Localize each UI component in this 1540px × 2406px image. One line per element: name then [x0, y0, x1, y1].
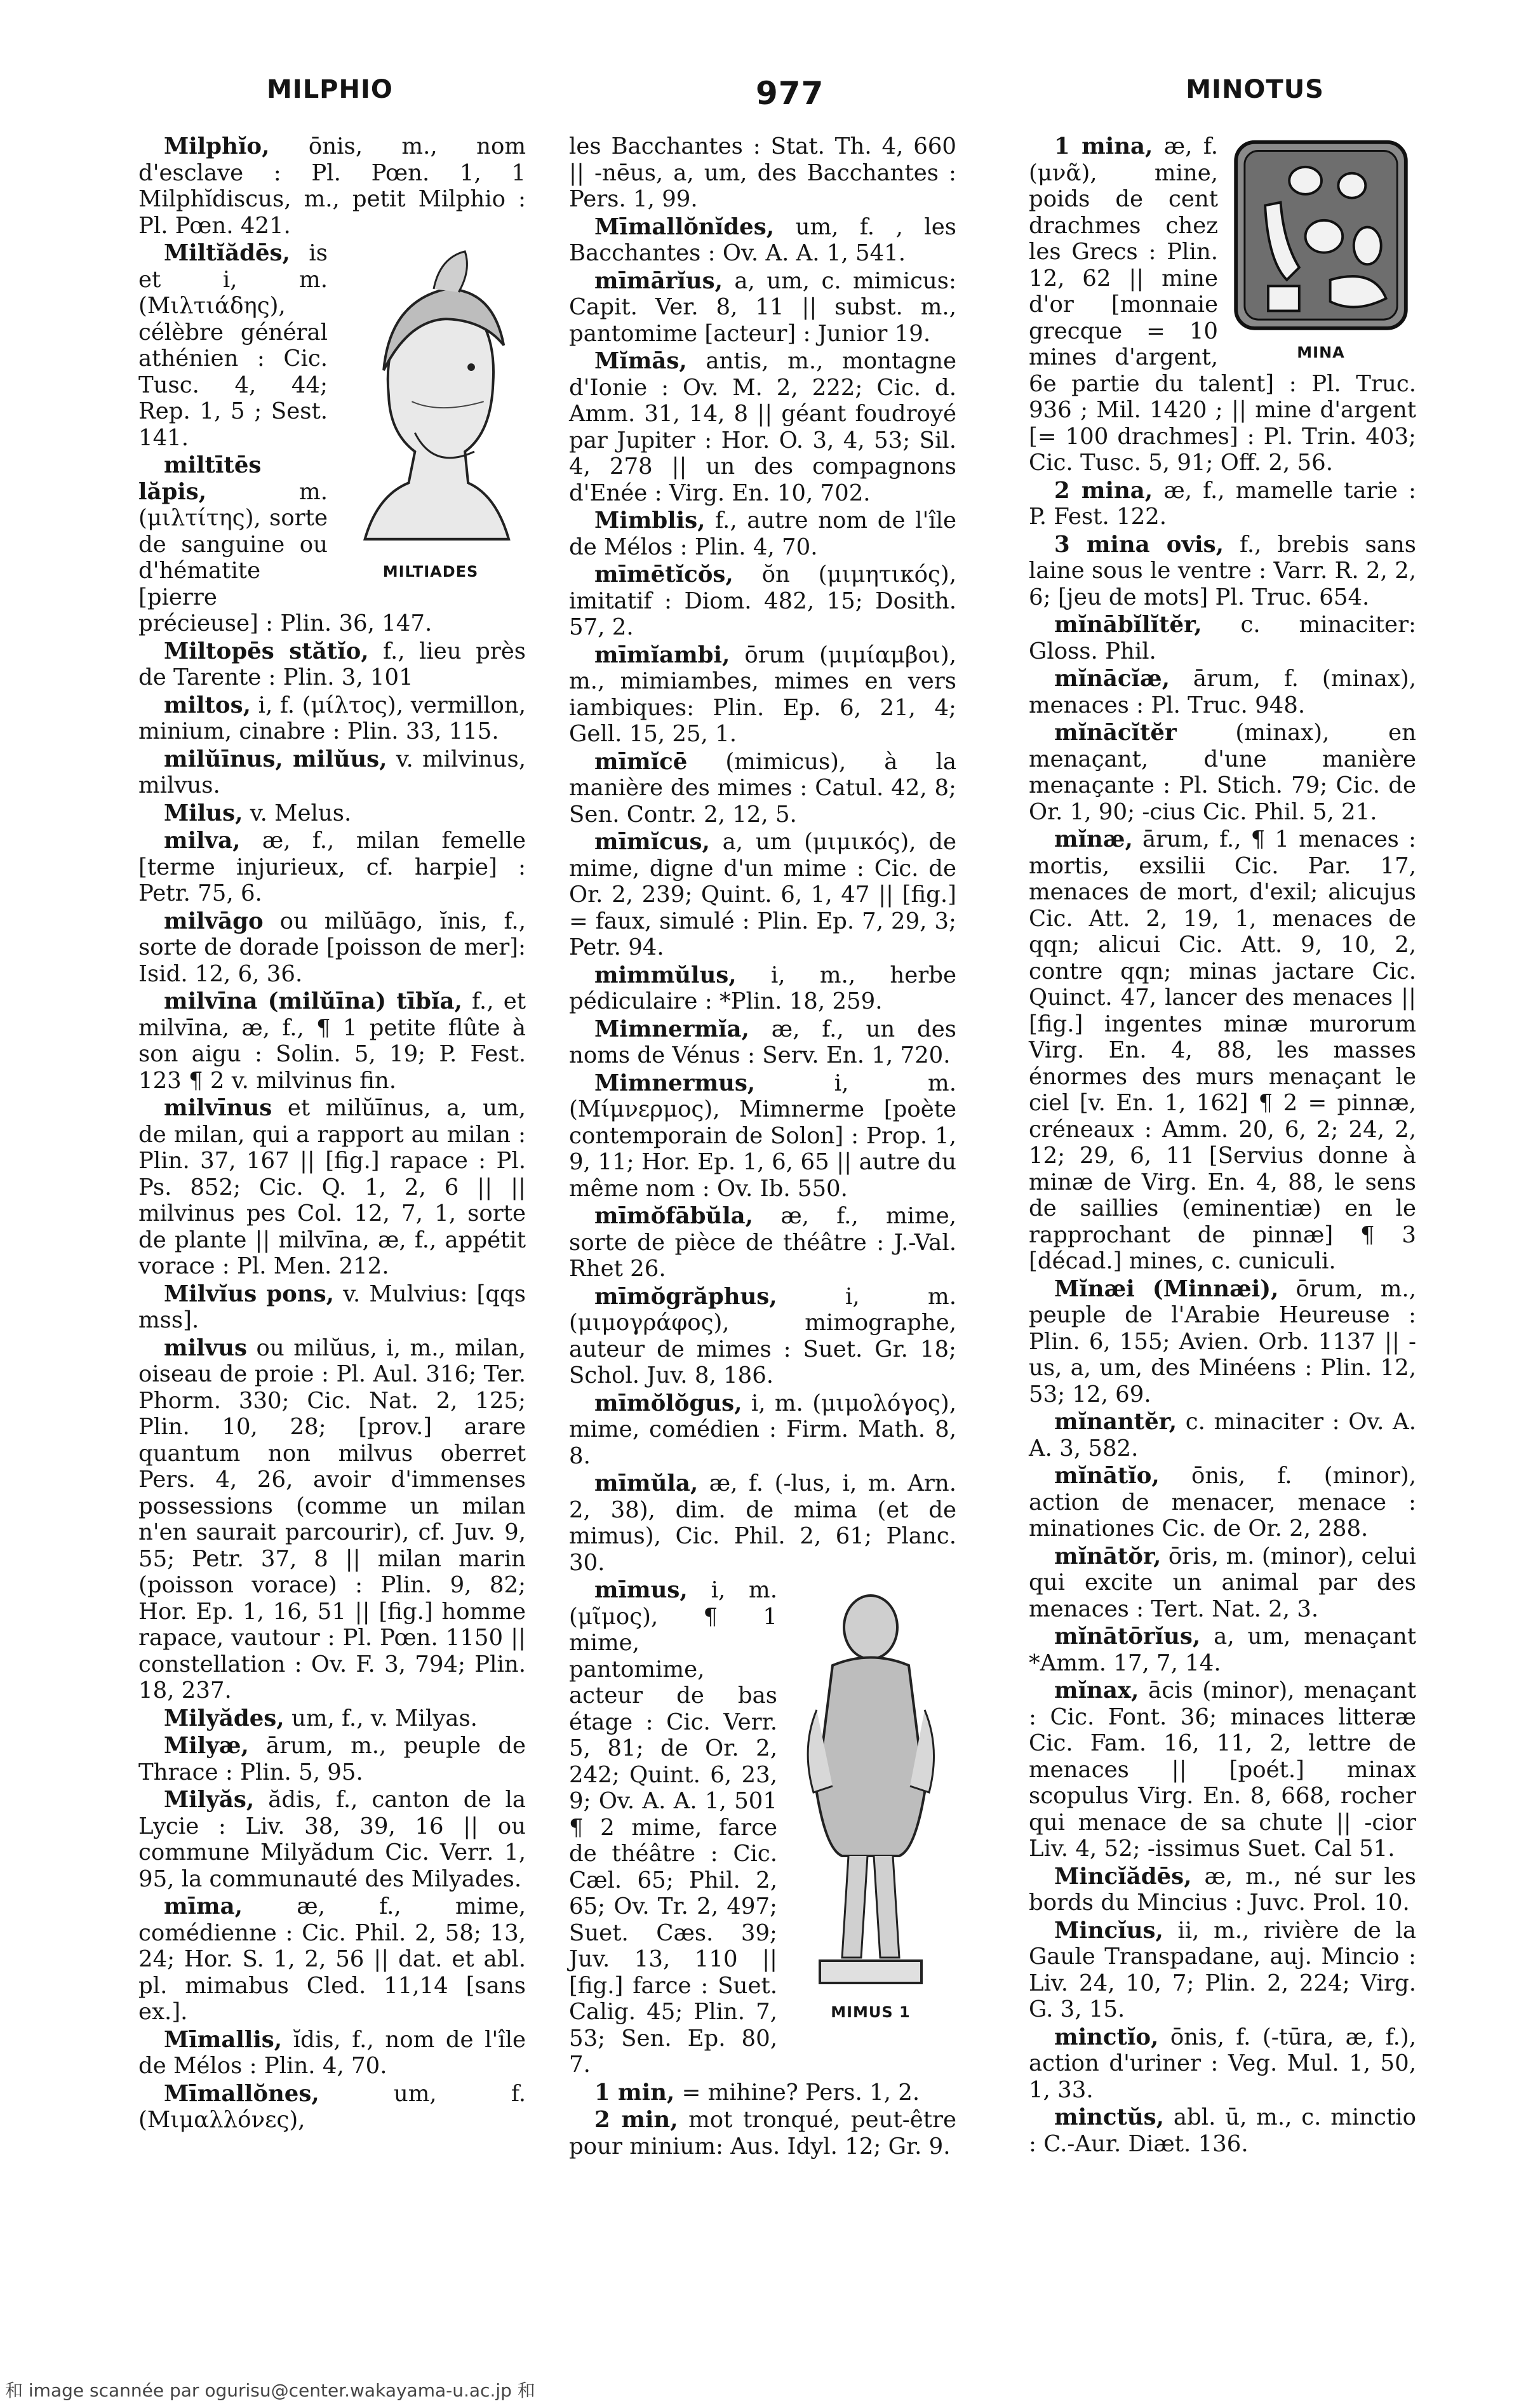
entry [569, 1203, 956, 1282]
mina-weight-illustration [1226, 137, 1416, 366]
headword: 2 min, [594, 2107, 678, 2133]
column-2 [569, 133, 956, 2161]
entry-text: ou milŭāgo, ĭnis, f., sorte de dorade [poisson de mer]: Isid. 12, 6, 36. [138, 908, 526, 987]
entry-text: = mihine? Pers. 1, 2. [681, 2079, 920, 2106]
headword: Milyæ, [164, 1733, 249, 1759]
entry [569, 268, 956, 347]
entry [1029, 1463, 1416, 1542]
headword: mĭnantĕr, [1054, 1409, 1177, 1435]
headword: mīmus, [594, 1577, 688, 1603]
headword: miltītēs lăpis, [138, 452, 262, 505]
entry-text: c. minaciter: Gloss. Phil. [1029, 612, 1416, 664]
headword: mimmŭlus, [594, 962, 737, 988]
entry [569, 561, 956, 641]
scan-credit-footer: 和 image scannée par ogurisu@center.wakayama-u.ac.jp 和 [5, 2380, 535, 2401]
headword: mīmŭla, [594, 1470, 699, 1496]
entry [1029, 1543, 1416, 1623]
entry [1029, 1276, 1416, 1408]
headword: Miltopēs stătĭo, [164, 638, 369, 664]
entry [138, 1705, 526, 1732]
page-number: 977 [756, 75, 824, 112]
entry-text: ădis, f., canton de la Lycie : Liv. 38, 39, 16 || ou commune Milyădum Cic. Verr. 1, 95, la communauté des Milyades. [138, 1787, 526, 1892]
entry [569, 829, 956, 961]
miltiades-bust-illustration [335, 245, 526, 585]
headword: mīmārĭus, [594, 267, 723, 294]
entry [569, 1470, 956, 1576]
headword: mīmĭcē [594, 748, 688, 775]
entry [569, 2080, 956, 2106]
entry [1029, 666, 1416, 718]
entry-text: i, m., herbe pédiculaire : *Plin. 18, 259. [569, 962, 956, 1014]
headword: milva, [164, 828, 241, 854]
entry-text: i, m. (μῖμος), ¶ 1 mime, pantomime, acteur de bas étage : Cic. Verr. 5, 81; de Or. 2, 242; Quint. 6, 23, 9; Ov. A. A. 1, 501 ¶ 2 mime, farce de théâtre : Cic. Cæl. 65; Phil. 2, 65; Ov. Tr. 2, 497; Suet. Cæs. 39; Juv. 13, 110 || [fig.] farce : Suet. Calig. 45; Plin. 7, 53; Sen. Ep. 80, 7. [569, 1577, 777, 2078]
entry-text: ii, m., rivière de la Gaule Transpadane, auj. Mincio : Liv. 24, 10, 7; Plin. 2, 224; Virg. G. 3, 15. [1029, 1917, 1416, 2022]
entry [1029, 612, 1416, 664]
entry [138, 692, 526, 745]
headword: mĭnātŏr, [1054, 1543, 1162, 1569]
headword: Milvĭus pons, [164, 1280, 335, 1307]
headword: mīmŏfābŭla, [594, 1203, 754, 1229]
entry-text: antis, m., montagne d'Ionie : Ov. M. 2, 222; Cic. d. Amm. 31, 14, 8 || géant foudroyé par Jupiter : Hor. O. 3, 4, 53; Sil. 4, 278 || un des compagnons d'Enée : Virg. En. 10, 702. [569, 348, 956, 506]
entry [1029, 1623, 1416, 1676]
entry-text: m. (μιλτίτης), sorte de sanguine ou d'hématite [pierre précieuse] : Plin. 36, 147. [138, 478, 432, 636]
headword: mĭnātōrĭus, [1054, 1623, 1201, 1650]
mina-weight-image [1229, 137, 1413, 336]
entry-text: um, f. (Μιμαλλόνες), [138, 2080, 526, 2133]
entry-text: æ, f., mime, comédienne : Cic. Phil. 2, 58; 13, 24; Hor. S. 1, 2, 56 || dat. et abl. pl. mimabus Cled. 11,14 [sans ex.]. [138, 1893, 526, 2025]
mimus-statuette-illustration [785, 1581, 956, 2026]
figure-caption: MINA [1297, 343, 1345, 361]
headword: mĭnātĭo, [1054, 1463, 1160, 1489]
entry-text: um, f., v. Milyas. [291, 1705, 478, 1731]
entry [569, 2107, 956, 2160]
entry [1029, 1409, 1416, 1462]
headword: mīmŏlŏgus, [594, 1390, 742, 1416]
entry [569, 1070, 956, 1202]
headword: Mĭmās, [594, 348, 687, 374]
entry-text: mot tronqué, peut-être pour minium: Aus. Idyl. 12; Gr. 9. [569, 2107, 956, 2160]
entry [138, 828, 526, 907]
entry-text: abl. ū, m., c. minctio : C.-Aur. Diæt. 136. [1029, 2104, 1416, 2157]
mimus-statuette-image [794, 1583, 947, 1996]
entry-text: f., lieu près de Tarente : Plin. 3, 101 [138, 638, 526, 690]
entry-text: et milŭīnus, a, um, de milan, qui a rapport au milan : Plin. 37, 167 || [fig.] rapace : Pl. Ps. 852; Cic. Q. 1, 2, 6 || || milvinus pes Col. 12, 7, 1, sorte de plante || milvīna, æ, f., appétit vorace : Pl. Men. 212. [138, 1095, 526, 1279]
entry [569, 133, 956, 213]
headword: Miltĭădēs, [164, 240, 290, 266]
headword: mĭnācĭæ, [1054, 666, 1170, 692]
entry [569, 642, 956, 748]
entry-text: ōnis, f. (minor), action de menacer, menace : minationes Cic. de Or. 2, 288. [1029, 1463, 1416, 1542]
figure-caption: MILTIADES [382, 562, 479, 581]
entry [1029, 720, 1416, 825]
entry-text: ārum, f. (minax), menaces : Pl. Truc. 948. [1029, 666, 1416, 718]
header-right-guide-word: MINOTUS [1186, 75, 1324, 104]
entry [138, 1733, 526, 1785]
headword: milvīnus [164, 1095, 272, 1121]
entry-text: æ, m., né sur les bords du Mincius : Juvc. Prol. 10. [1029, 1863, 1416, 1916]
headword: Mīmallŏnĭdes, [594, 213, 775, 240]
entry [1029, 1677, 1416, 1862]
entry [569, 507, 956, 560]
entry-text: i, m. (μιμολόγος), mime, comédien : Firm. Math. 8, 8. [569, 1390, 956, 1469]
entry-text: c. minaciter : Ov. A. A. 3, 582. [1029, 1409, 1416, 1462]
headword: Mīmallis, [164, 2026, 283, 2053]
entry-text: um, f. , les Bacchantes : Ov. A. A. 1, 541. [569, 213, 956, 266]
headword: Mimnermus, [594, 1070, 756, 1096]
entry-text: a, um, c. mimicus: Capit. Ver. 8, 11 || subst. m., pantomime [acteur] : Junior 19. [569, 267, 956, 347]
entry-text: ōrum (μιμίαμβοι), m., mimiambes, mimes en vers iambiques: Plin. Ep. 6, 21, 4; Gell. 15, 25, 1. [569, 642, 956, 747]
headword: mĭnæ, [1054, 826, 1133, 852]
entry [138, 638, 526, 691]
entry-text: ŏn (μιμητικός), imitatif : Diom. 482, 15; Dosith. 57, 2. [569, 561, 956, 640]
headword: mĭnābĭlĭtĕr, [1054, 612, 1202, 638]
entry-text: a, um, menaçant *Amm. 17, 7, 14. [1029, 1623, 1416, 1676]
headword: mĭnax, [1054, 1677, 1139, 1704]
headword: milvus [164, 1334, 247, 1361]
entry-text: æ, f. (-lus, i, m. Arn. 2, 38), dim. de mima (et de mimus), Cic. Phil. 2, 61; Planc. 30. [569, 1470, 956, 1576]
entry-text: æ, f., mamelle tarie : P. Fest. 122. [1029, 477, 1416, 530]
miltiades-bust-image [338, 245, 523, 555]
entry-text: f., et milvīna, æ, f., ¶ 1 petite flûte à son aigu : Solin. 5, 19; P. Fest. 123 ¶ 2 v. milvinus fin. [138, 988, 526, 1094]
entry [138, 133, 526, 239]
headword: milŭīnus, milŭus, [164, 746, 387, 772]
headword: mīmētĭcŏs, [594, 561, 733, 588]
entry-text: ōris, m. (minor), celui qui excite un animal par des menaces : Tert. Nat. 2, 3. [1029, 1543, 1416, 1622]
entry [1029, 1918, 1416, 2023]
entry-text: a, um (μιμικός), de mime, digne d'un mime : Cic. de Or. 2, 239; Quint. 6, 1, 47 || [fig.] = faux, simulé : Plin. Ep. 7, 29, 3; Petr. 94. [569, 829, 956, 960]
headword: mīmĭambi, [594, 642, 730, 668]
headword: Mincĭus, [1054, 1917, 1163, 1944]
entry [1029, 532, 1416, 611]
entry [1029, 826, 1416, 1275]
entry [569, 962, 956, 1015]
headword: milvāgo [164, 908, 264, 934]
entry [138, 1893, 526, 2026]
entry [138, 800, 526, 827]
entry [138, 908, 526, 988]
headword: Mīmallŏnes, [164, 2080, 319, 2107]
entry-text: les Bacchantes : Stat. Th. 4, 660 || -nēus, a, um, des Bacchantes : Pers. 1, 99. [569, 133, 956, 212]
headword: 3 mina ovis, [1054, 531, 1224, 558]
entry-text: v. Melus. [250, 800, 352, 826]
headword: Mimnermĭa, [594, 1016, 749, 1042]
entry-text: i, m. (μιμογράφος), mimographe, auteur de mimes : Suet. Gr. 18; Schol. Juv. 8, 186. [569, 1283, 956, 1388]
entry-text: ārum, m., peuple de Thrace : Plin. 5, 95. [138, 1733, 526, 1785]
headword: Mĭnæi (Minnæi), [1054, 1275, 1279, 1302]
entry-text: ōnis, m., nom d'esclave : Pl. Pœn. 1, 1 Milphĭdiscus, m., petit Milphio : Pl. Pœn. 421. [138, 133, 526, 239]
entry-text: ōnis, f. (-tūra, æ, f.), action d'uriner : Veg. Mul. 1, 50, 1, 33. [1029, 2024, 1416, 2103]
entry [138, 1335, 526, 1704]
entry [1029, 1864, 1416, 1916]
entry-text: (minax), en menaçant, d'une manière menaçante : Pl. Stich. 79; Cic. de Or. 1, 90; -cius Cic. Phil. 5, 21. [1029, 720, 1416, 825]
entry [1029, 2024, 1416, 2104]
entry-text: f., brebis sans laine sous le ventre : Varr. R. 2, 2, 6; [jeu de mots] Pl. Truc. 654. [1029, 531, 1416, 610]
headword: miltos, [164, 692, 251, 718]
entry-text: æ, f. (μνᾶ), mine, poids de cent drachmes chez les Grecs : Plin. 12, 62 || mine d'or [monnaie grecque = 10 mines d'argent, 6e partie du talent] : Pl. Truc. 936 ; Mil. 1420 ; || mine d'argent [= 100 drachmes] : Pl. Trin. 403; Cic. Tusc. 5, 91; Off. 2, 56. [1029, 133, 1416, 476]
entry-text: æ, f., un des noms de Vénus : Serv. En. 1, 720. [569, 1016, 956, 1068]
headword: Milus, [164, 800, 243, 826]
headword: minctŭs, [1054, 2104, 1165, 2130]
entry-text: f., autre nom de l'île de Mélos : Plin. 4, 70. [569, 507, 956, 560]
headword: Milyăs, [164, 1787, 255, 1813]
entry-text: ōrum, m., peuple de l'Arabie Heureuse : Plin. 6, 155; Avien. Orb. 1137 || -us, a, um, des Minéens : Plin. 12, 53; 12, 69. [1029, 1275, 1416, 1408]
headword: 1 min, [594, 2079, 675, 2106]
headword: Mincĭădēs, [1054, 1863, 1192, 1890]
entry [138, 1095, 526, 1280]
entry-text: ārum, f., ¶ 1 menaces : mortis, exsilii Cic. Par. 17, menaces de mort, d'exil; alicujus Cic. Att. 2, 19, 1, menaces de qqn; alicui Cic. Att. 9, 10, 2, contre qqn; minas jactare Cic. Quinct. 47, lancer des menaces || [fig.] ingentes minæ murorum Virg. En. 4, 88, les masses énormes des murs menaçant le ciel [v. En. 1, 162] ¶ 2 = pinnæ, créneaux : Amm. 20, 6, 2; 24, 2, 12; 29, 6, 11 [Servius donne à minæ de Virg. En. 4, 88, le sens de saillies (eminentiæ) en le rapprochant de pinnæ] ¶ 3 [décad.] mines, c. cuniculi. [1029, 826, 1416, 1274]
figure-caption: MIMUS 1 [831, 2003, 911, 2021]
entry-text: i, m. (Μίμνερμος), Mimnerme [poète contemporain de Solon] : Prop. 1, 9, 11; Hor. Ep. 1, 6, 65 || autre du même nom : Ov. Ib. 550. [569, 1070, 956, 1202]
column-3 [1029, 133, 1416, 2158]
entry-text: æ, f., milan femelle [terme injurieux, cf. harpie] : Petr. 75, 6. [138, 828, 526, 906]
entry-text: i, f. (μίλτος), vermillon, minium, cinabre : Plin. 33, 115. [138, 692, 526, 744]
entry [569, 1016, 956, 1069]
entry [569, 1390, 956, 1470]
entry [138, 1281, 526, 1334]
column-1 [138, 133, 526, 2135]
entry [1029, 478, 1416, 530]
entry [138, 1787, 526, 1892]
entry-text: v. Mulvius: [qqs mss]. [138, 1280, 526, 1333]
entry-text: v. milvinus, milvus. [138, 746, 526, 798]
headword: minctĭo, [1054, 2024, 1159, 2050]
entry-text: æ, f., mime, sorte de pièce de théâtre : J.-Val. Rhet 26. [569, 1203, 956, 1282]
entry [138, 988, 526, 1094]
entry-text: ĭdis, f., nom de l'île de Mélos : Plin. 4, 70. [138, 2026, 526, 2079]
entry-text: (mimicus), à la manière des mimes : Catul. 42, 8; Sen. Contr. 2, 12, 5. [569, 748, 956, 828]
headword: mĭnācĭtĕr [1054, 720, 1177, 746]
headword: Mimblis, [594, 507, 706, 534]
entry [138, 2081, 526, 2134]
entry-text: is et i, m. (Μιλτιάδης), célèbre général athénien : Cic. Tusc. 4, 44; Rep. 1, 5 ; Sest. 141. [138, 240, 328, 451]
entry [569, 1284, 956, 1389]
entry-text: ācis (minor), menaçant : Cic. Font. 36; minaces litteræ Cic. Fam. 16, 11, 2, lettre de menaces || [poét.] minax scopulus Virg. En. 8, 668, rocher qui menace de sa chute || -cior Liv. 4, 52; -issimus Suet. Cal 51. [1029, 1677, 1416, 1862]
entry [1029, 2104, 1416, 2157]
headword: 1 mina, [1054, 133, 1153, 159]
headword: mīmŏgrăphus, [594, 1283, 777, 1310]
entry-text: ou milŭus, i, m., milan, oiseau de proie : Pl. Aul. 316; Ter. Phorm. 330; Cic. Nat. 2, 125; Plin. 10, 28; [prov.] arare quantum non milvus oberret Pers. 4, 26, avoir d'immenses possessions (comme un milan n'en saurait parcourir), cf. Juv. 9, 55; Petr. 37, 8 || milan marin (poisson vorace) : Plin. 9, 82; Hor. Ep. 1, 16, 51 || [fig.] homme rapace, vautour : Pl. Pœn. 1150 || constellation : Ov. F. 3, 794; Plin. 18, 237. [138, 1334, 526, 1704]
entry [138, 2027, 526, 2080]
headword: milvīna (milŭīna) tībĭa, [164, 988, 462, 1014]
entry [138, 746, 526, 799]
entry [569, 348, 956, 506]
headword: Milyădes, [164, 1705, 285, 1731]
headword: Milphĭo, [164, 133, 270, 159]
headword: 2 mina, [1054, 477, 1153, 504]
entry [569, 214, 956, 267]
headword: mīma, [164, 1893, 243, 1919]
entry [569, 749, 956, 828]
header-left-guide-word: MILPHIO [267, 75, 393, 104]
headword: mīmĭcus, [594, 829, 710, 855]
